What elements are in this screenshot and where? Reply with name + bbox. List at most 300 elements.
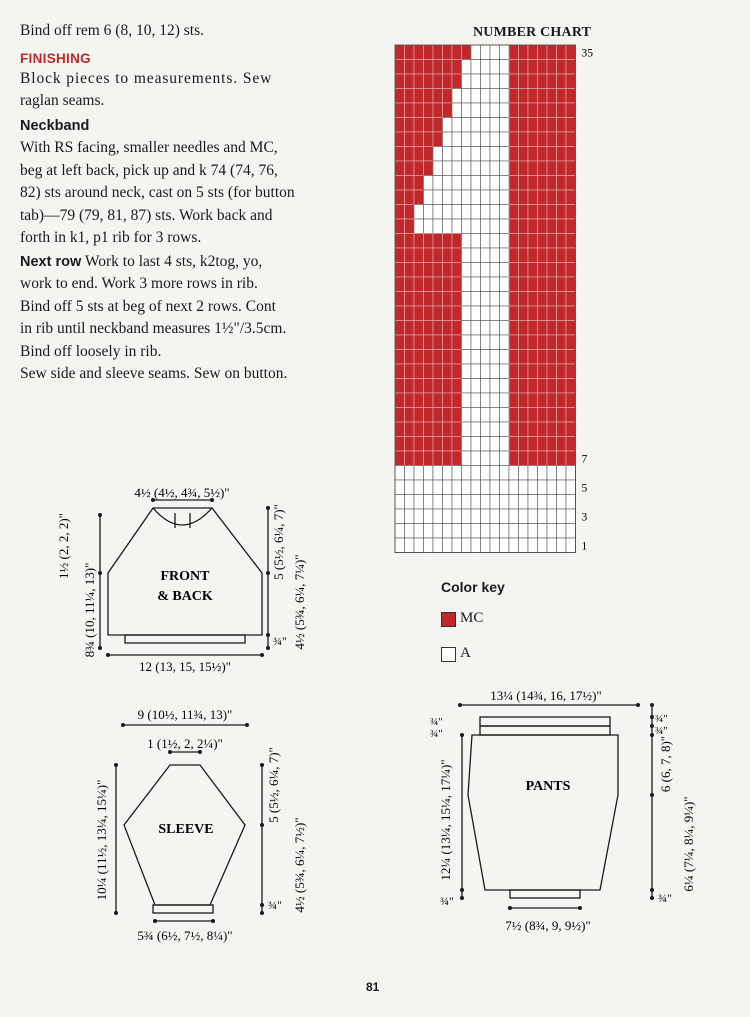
chart-cell [500,219,510,234]
chart-cell [405,422,415,437]
chart-cell [538,364,548,379]
chart-cell [557,466,567,481]
chart-cell [443,393,453,408]
chart-cell [538,451,548,466]
chart-cell [490,292,500,307]
chart-cell [414,335,424,350]
chart-cell [528,161,538,176]
chart-cell [443,335,453,350]
chart-cell [566,393,576,408]
chart-cell [519,74,529,89]
chart-cell [557,234,567,249]
chart-cell [462,277,472,292]
chart-cell [471,248,481,263]
chart-cell [481,306,491,321]
chart-cell [395,277,405,292]
chart-cell [528,321,538,336]
chart-cell [566,538,576,553]
chart-cell [490,335,500,350]
chart-cell [519,321,529,336]
chart-cell [519,205,529,220]
chart-cell [500,524,510,539]
chart-cell [433,422,443,437]
chart-cell [528,89,538,104]
chart-cell [547,103,557,118]
chart-cell [471,335,481,350]
chart-cell [424,335,434,350]
chart-cell [395,60,405,75]
chart-cell [395,495,405,510]
chart-cell [490,74,500,89]
chart-cell [462,147,472,162]
chart-cell [405,89,415,104]
chart-cell [414,89,424,104]
chart-cell [443,248,453,263]
chart-cell [557,335,567,350]
chart-cell [414,466,424,481]
chart-cell [490,364,500,379]
chart-cell [547,74,557,89]
neckband-line: beg at left back, pick up and k 74 (74, 76, [20,161,278,179]
chart-cell [500,480,510,495]
chart-cell [424,509,434,524]
chart-cell [452,234,462,249]
chart-row-label: 1 [581,540,588,553]
chart-cell [528,132,538,147]
chart-cell [395,408,405,423]
chart-cell [395,422,405,437]
chart-cell [405,147,415,162]
chart-cell [566,437,576,452]
chart-cell [462,335,472,350]
chart-cell [519,437,529,452]
chart-cell [424,480,434,495]
chart-cell [528,277,538,292]
chart-cell [528,234,538,249]
chart-cell [509,422,519,437]
chart-cell [424,161,434,176]
chart-cell [405,335,415,350]
chart-cell [462,408,472,423]
chart-cell [424,321,434,336]
chart-cell [443,306,453,321]
chart-cell [566,277,576,292]
chart-cell [538,103,548,118]
chart-cell [528,364,538,379]
chart-cell [481,364,491,379]
chart-cell [462,379,472,394]
chart-cell [557,292,567,307]
chart-cell [414,248,424,263]
chart-cell [500,176,510,191]
chart-cell [547,509,557,524]
chart-cell [395,103,405,118]
chart-cell [547,205,557,220]
chart-cell [538,480,548,495]
chart-cell [452,60,462,75]
neckband-heading: Neckband [20,117,90,134]
chart-cell [443,89,453,104]
chart-cell [509,321,519,336]
chart-cell [443,364,453,379]
chart-cell [528,350,538,365]
chart-cell [509,335,519,350]
chart-cell [528,495,538,510]
chart-cell [519,248,529,263]
chart-cell [509,118,519,133]
chart-cell [566,190,576,205]
chart-cell [471,350,481,365]
chart-cell [490,147,500,162]
chart-cell [566,161,576,176]
chart-cell [538,205,548,220]
chart-cell [433,321,443,336]
chart-cell [433,292,443,307]
next-row-line [20,251,370,274]
chart-cell [414,277,424,292]
chart-cell [471,161,481,176]
chart-cell [528,103,538,118]
chart-cell [462,364,472,379]
chart-cell [509,60,519,75]
chart-cell [452,422,462,437]
chart-cell [500,89,510,104]
sleeve-schematic [0,695,360,955]
chart-cell [519,219,529,234]
chart-cell [509,364,519,379]
chart-cell [414,509,424,524]
chart-cell [471,190,481,205]
chart-cell [395,263,405,278]
chart-cell [395,321,405,336]
chart-cell [528,335,538,350]
chart-cell [471,103,481,118]
chart-cell [443,205,453,220]
chart-cell [528,190,538,205]
chart-cell [433,176,443,191]
chart-cell [500,45,510,60]
chart-cell [538,219,548,234]
chart-cell [490,350,500,365]
chart-cell [500,103,510,118]
chart-cell [566,292,576,307]
chart-row-label: 5 [581,482,588,495]
chart-cell [528,538,538,553]
chart-cell [557,306,567,321]
chart-cell [424,350,434,365]
chart-cell [547,147,557,162]
chart-cell [433,74,443,89]
chart-cell [414,292,424,307]
chart-cell [452,292,462,307]
chart-cell [443,437,453,452]
chart-cell [424,466,434,481]
chart-cell [500,277,510,292]
chart-cell [538,292,548,307]
chart-cell [481,379,491,394]
chart-cell [471,306,481,321]
fb-left-dim-2: 8¾ (10, 11¼, 13)" [82,562,97,658]
front-back-schematic [0,470,360,685]
chart-cell [452,538,462,553]
chart-cell [538,509,548,524]
chart-cell [462,205,472,220]
chart-cell [481,321,491,336]
next-row-heading: Next row [20,253,82,270]
chart-cell [405,190,415,205]
chart-cell [566,132,576,147]
chart-cell [414,234,424,249]
chart-cell [490,263,500,278]
next-row-text-line: work to end. Work 3 more rows in rib. [20,275,258,292]
chart-cell [509,103,519,118]
chart-cell [395,89,405,104]
fb-rib-dim: ¾" [273,634,287,648]
chart-cell [452,495,462,510]
chart-cell [452,509,462,524]
chart-cell [405,74,415,89]
chart-cell [519,89,529,104]
chart-cell [547,364,557,379]
chart-cell [528,466,538,481]
chart-cell [509,147,519,162]
chart-cell [519,379,529,394]
chart-cell [500,205,510,220]
chart-cell [433,277,443,292]
chart-cell [547,495,557,510]
chart-cell [462,176,472,191]
chart-cell [566,74,576,89]
chart-cell [395,205,405,220]
pants-right-top-dim-1: ¾" [655,713,668,725]
chart-cell [557,190,567,205]
chart-cell [433,451,443,466]
chart-cell [395,393,405,408]
chart-cell [500,147,510,162]
chart-cell [500,364,510,379]
fb-label-2: & BACK [157,589,213,604]
color-swatch-a [441,647,456,662]
pants-schematic [410,680,750,940]
chart-cell [405,538,415,553]
chart-cell [490,466,500,481]
chart-cell [395,480,405,495]
chart-cell [557,176,567,191]
chart-cell [528,60,538,75]
chart-cell [414,379,424,394]
chart-cell [547,248,557,263]
chart-cell [509,234,519,249]
chart-cell [443,234,453,249]
chart-cell [433,393,443,408]
chart-cell [519,132,529,147]
chart-cell [528,393,538,408]
chart-cell [481,89,491,104]
chart-cell [414,538,424,553]
chart-cell [462,495,472,510]
chart-cell [424,422,434,437]
chart-cell [538,408,548,423]
chart-cell [481,176,491,191]
chart-cell [547,292,557,307]
chart-cell [433,263,443,278]
chart-cell [443,524,453,539]
chart-cell [405,524,415,539]
chart-cell [471,466,481,481]
chart-cell [547,161,557,176]
chart-cell [443,161,453,176]
chart-cell [547,89,557,104]
neckband-line: With RS facing, smaller needles and MC, [20,139,278,156]
pants-leg-rib [510,890,580,898]
chart-cell [414,60,424,75]
chart-cell [471,277,481,292]
chart-cell [405,509,415,524]
neckband-line: tab)—79 (79, 81, 87) sts. Work back and [20,206,273,224]
finishing-text-1: Block pieces to measurements. Sew [20,69,273,87]
chart-cell [500,509,510,524]
chart-cell [443,451,453,466]
chart-cell [566,480,576,495]
chart-cell [500,393,510,408]
chart-cell [424,408,434,423]
chart-cell [490,89,500,104]
chart-cell [395,176,405,191]
page-number: 81 [366,980,380,994]
chart-cell [557,451,567,466]
chart-cell [462,219,472,234]
chart-cell [462,248,472,263]
chart-cell [509,538,519,553]
chart-cell [405,45,415,60]
chart-cell [395,509,405,524]
chart-cell [424,495,434,510]
chart-cell [424,74,434,89]
chart-cell [443,466,453,481]
chart-cell [566,495,576,510]
chart-cell [414,132,424,147]
chart-cell [509,495,519,510]
chart-cell [509,524,519,539]
chart-cell [405,292,415,307]
chart-cell [433,45,443,60]
chart-cell [557,437,567,452]
chart-cell [557,219,567,234]
fb-right-dim-2: 4½ (5¾, 6¼, 7¼)" [292,554,307,650]
chart-cell [452,45,462,60]
neckband-line: 82) sts around neck, cast on 5 sts (for button [20,184,295,201]
chart-cell [433,89,443,104]
chart-cell [395,538,405,553]
chart-cell [462,45,472,60]
chart-cell [405,364,415,379]
chart-cell [547,335,557,350]
chart-cell [490,321,500,336]
chart-cell [519,408,529,423]
chart-cell [433,306,443,321]
chart-cell [424,393,434,408]
chart-cell [528,422,538,437]
chart-cell [424,248,434,263]
chart-cell [405,393,415,408]
chart-cell [395,219,405,234]
chart-cell [481,495,491,510]
chart-cell [538,466,548,481]
chart-cell [500,466,510,481]
chart-cell [443,74,453,89]
chart-cell [538,495,548,510]
chart-cell [519,350,529,365]
chart-cell [414,74,424,89]
chart-cell [481,118,491,133]
chart-cell [462,480,472,495]
chart-cell [509,393,519,408]
chart-cell [433,524,443,539]
chart-cell [424,45,434,60]
chart-cell [471,89,481,104]
chart-cell [395,118,405,133]
chart-cell [557,45,567,60]
chart-cell [528,524,538,539]
chart-cell [528,176,538,191]
chart-row-label: 3 [581,511,588,524]
chart-cell [509,277,519,292]
chart-cell [547,393,557,408]
chart-cell [557,408,567,423]
chart-cell [405,248,415,263]
chart-cell [462,509,472,524]
chart-cell [557,393,567,408]
chart-cell [414,495,424,510]
chart-cell [414,205,424,220]
next-row-text-line: Bind off 5 sts at beg of next 2 rows. Cont [20,297,276,315]
pants-right-rib-dim: ¾" [658,891,672,905]
chart-cell [500,60,510,75]
chart-cell [538,379,548,394]
chart-cell [538,190,548,205]
chart-cell [414,321,424,336]
chart-cell [481,350,491,365]
chart-cell [490,234,500,249]
chart-cell [481,538,491,553]
chart-cell [433,219,443,234]
chart-cell [443,509,453,524]
chart-cell [433,161,443,176]
chart-cell [452,118,462,133]
chart-cell [462,74,472,89]
chart-cell [414,190,424,205]
chart-cell [557,147,567,162]
chart-cell [519,60,529,75]
chart-cell [471,495,481,510]
chart-cell [528,118,538,133]
chart-cell [433,480,443,495]
chart-cell [538,248,548,263]
chart-cell [452,437,462,452]
chart-cell [500,495,510,510]
chart-cell [509,263,519,278]
chart-cell [452,263,462,278]
chart-cell [528,74,538,89]
chart-cell [519,147,529,162]
chart-cell [509,219,519,234]
chart-cell [433,132,443,147]
chart-cell [519,480,529,495]
next-row-text [20,273,370,386]
chart-cell [395,74,405,89]
chart-cell [500,248,510,263]
chart-cell [566,118,576,133]
